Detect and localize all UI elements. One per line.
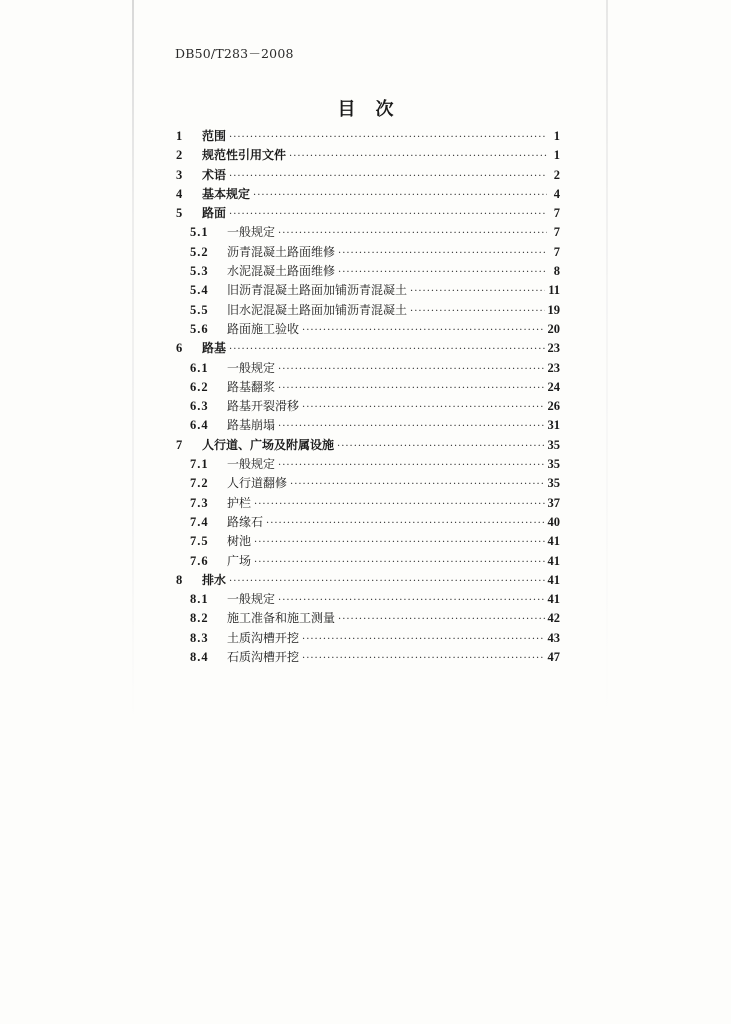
toc-entry-page: 2	[553, 167, 560, 182]
toc-entry[interactable]	[174, 474, 560, 493]
toc-entry-number: 8.2	[190, 611, 209, 626]
toc-entry[interactable]	[174, 397, 560, 416]
toc-entry-page: 43	[547, 630, 560, 645]
toc-entry-title: 旧沥青混凝土路面加铺沥青混凝土	[227, 283, 408, 298]
toc-entry-title: 规范性引用文件	[202, 148, 287, 163]
toc-leader-dots	[289, 147, 547, 166]
toc-entry[interactable]	[174, 378, 560, 397]
toc-leader-dots	[254, 495, 544, 514]
toc-leader-dots	[338, 263, 547, 282]
toc-entry[interactable]	[174, 552, 560, 571]
toc-entry-title: 路基翻浆	[227, 379, 276, 394]
toc-leader-dots	[254, 553, 544, 572]
toc-entry-number: 6.3	[190, 399, 209, 414]
toc-entry-number: 7.6	[190, 553, 209, 568]
toc-entry-number: 7.4	[190, 514, 209, 529]
toc-entry[interactable]	[174, 571, 560, 590]
toc-entry[interactable]	[174, 455, 560, 474]
toc-entry-title: 路面	[202, 206, 227, 221]
toc-entry-title: 一般规定	[227, 592, 276, 607]
toc-entry[interactable]	[174, 339, 560, 358]
toc-entry-page: 26	[547, 399, 560, 414]
toc-leader-dots	[337, 437, 544, 456]
toc-entry-title: 一般规定	[227, 457, 276, 472]
toc-leader-dots	[266, 514, 544, 533]
toc-entry-title: 沥青混凝土路面维修	[227, 244, 336, 259]
toc-entry-page: 41	[547, 534, 560, 549]
toc-entry-page: 1	[553, 148, 560, 163]
toc-entry[interactable]	[174, 204, 560, 223]
toc-leader-dots	[254, 533, 544, 552]
toc-entry-number: 5.4	[190, 283, 209, 298]
toc-entry-number: 6	[176, 341, 183, 356]
toc-entry-number: 1	[176, 129, 183, 143]
toc-leader-dots	[302, 321, 544, 340]
toc-entry-page: 41	[547, 572, 560, 587]
toc-leader-dots	[229, 572, 544, 591]
toc-leader-dots	[338, 244, 547, 263]
toc-entry-page: 23	[547, 360, 560, 375]
toc-entry-page: 23	[547, 341, 560, 356]
toc-entry[interactable]	[174, 223, 560, 242]
toc-entry[interactable]	[174, 185, 560, 204]
toc-entry-number: 2	[176, 148, 183, 163]
toc-leader-dots	[278, 224, 547, 243]
toc-entry-number: 7.1	[190, 457, 209, 472]
toc-entry-page: 7	[553, 206, 560, 221]
toc-leader-dots	[278, 417, 544, 436]
toc-entry[interactable]	[174, 262, 560, 281]
toc-entry-number: 5	[176, 206, 183, 221]
toc-entry-number: 8.3	[190, 630, 209, 645]
toc-entry[interactable]	[174, 513, 560, 532]
toc-leader-dots	[290, 475, 544, 494]
toc-leader-dots	[302, 630, 544, 649]
toc-entry-title: 术语	[202, 167, 227, 182]
toc-entry-page: 41	[547, 592, 560, 607]
toc-entry-title: 旧水泥混凝土路面加铺沥青混凝土	[227, 302, 408, 317]
toc-entry-number: 7.5	[190, 534, 209, 549]
toc-leader-dots	[253, 186, 547, 205]
document-code: DB50/T283－2008	[175, 46, 294, 61]
toc-entry-title: 人行道翻修	[227, 476, 288, 491]
toc-leader-dots	[302, 398, 544, 417]
toc-entry-title: 路面施工验收	[227, 321, 300, 336]
toc-leader-dots	[229, 205, 547, 224]
toc-entry-number: 8.1	[190, 592, 209, 607]
toc-leader-dots	[229, 167, 547, 186]
toc-entry-title: 路缘石	[227, 514, 264, 529]
toc-entry[interactable]	[174, 416, 560, 435]
toc-entry-title: 广场	[227, 553, 252, 568]
toc-entry-number: 5.1	[190, 225, 209, 240]
toc-entry-title: 范围	[202, 129, 227, 143]
toc-entry-number: 7.2	[190, 476, 209, 491]
toc-leader-dots	[338, 610, 544, 629]
toc-entry[interactable]	[174, 320, 560, 339]
toc-entry-title: 石质沟槽开挖	[227, 650, 300, 665]
toc-leader-dots	[410, 282, 545, 301]
toc-entry-number: 5.3	[190, 264, 209, 279]
toc-entry-number: 4	[176, 186, 183, 201]
toc-entry-number: 7	[176, 437, 183, 452]
toc-entry[interactable]	[174, 609, 560, 628]
toc-entry-number: 5.5	[190, 302, 209, 317]
toc-entry-number: 8.4	[190, 650, 209, 665]
toc-entry-number: 8	[176, 572, 183, 587]
toc-entry-page: 7	[553, 225, 560, 240]
toc-entry[interactable]	[174, 532, 560, 551]
toc-entry[interactable]	[174, 494, 560, 513]
toc-entry[interactable]	[174, 590, 560, 609]
toc-entry[interactable]	[174, 648, 560, 667]
toc-entry-page: 20	[547, 321, 560, 336]
toc-entry-page: 31	[547, 418, 560, 433]
toc-entry-number: 7.3	[190, 495, 209, 510]
toc-entry-number: 5.2	[190, 244, 209, 259]
toc-entry-title: 水泥混凝土路面维修	[227, 264, 336, 279]
toc-entry-page: 35	[547, 476, 560, 491]
toc-entry[interactable]	[174, 359, 560, 378]
toc-leader-dots	[302, 649, 544, 668]
toc-entry-number: 5.6	[190, 321, 209, 336]
toc-entry[interactable]	[174, 301, 560, 320]
toc-entry[interactable]	[174, 629, 560, 648]
toc-entry-title: 路基	[202, 341, 227, 356]
toc-entry[interactable]	[174, 281, 560, 300]
toc-entry-title: 一般规定	[227, 225, 276, 240]
toc-title: 目次	[337, 99, 414, 120]
toc-leader-dots	[410, 302, 544, 321]
toc-leader-dots	[229, 340, 544, 359]
toc-entry-page: 24	[547, 379, 560, 394]
toc-entry-number: 3	[176, 167, 183, 182]
toc-entry-page: 19	[547, 302, 560, 317]
toc-entry-title: 施工准备和施工测量	[227, 611, 336, 626]
toc-entry[interactable]	[174, 436, 560, 455]
toc-entry-page: 40	[547, 514, 560, 529]
toc-entry-page: 35	[547, 457, 560, 472]
toc-entry-title: 路基开裂滑移	[227, 399, 300, 414]
toc-entry-title: 路基崩塌	[227, 418, 276, 433]
toc-entry-page: 7	[553, 244, 560, 259]
toc-leader-dots	[229, 128, 547, 147]
toc-entry-page: 47	[547, 650, 560, 665]
toc-entry-title: 树池	[227, 534, 252, 549]
toc-entry-page: 37	[547, 495, 560, 510]
toc-entry-title: 护栏	[227, 495, 252, 510]
toc-entry-page: 35	[547, 437, 560, 452]
toc-leader-dots	[278, 360, 544, 379]
toc-leader-dots	[278, 456, 544, 475]
toc-entry[interactable]	[174, 127, 560, 146]
toc-entry-page: 11	[548, 283, 560, 298]
toc-entry-page: 41	[547, 553, 560, 568]
toc-entry-page: 8	[553, 264, 560, 279]
toc-leader-dots	[278, 379, 544, 398]
toc-leader-dots	[278, 591, 544, 610]
toc-entry-title: 土质沟槽开挖	[227, 630, 300, 645]
toc-entry-page: 1	[553, 129, 560, 143]
toc-entry[interactable]	[174, 243, 560, 262]
toc-entry-title: 人行道、广场及附属设施	[202, 437, 335, 452]
toc-entry[interactable]	[174, 166, 560, 185]
toc-entry-title: 排水	[202, 572, 227, 587]
table-of-contents	[174, 127, 560, 667]
toc-entry[interactable]	[174, 146, 560, 165]
toc-entry-title: 一般规定	[227, 360, 276, 375]
toc-entry-number: 6.1	[190, 360, 209, 375]
toc-entry-number: 6.2	[190, 379, 209, 394]
toc-entry-number: 6.4	[190, 418, 209, 433]
toc-entry-page: 4	[553, 186, 560, 201]
toc-entry-title: 基本规定	[202, 186, 251, 201]
toc-entry-page: 42	[547, 611, 560, 626]
